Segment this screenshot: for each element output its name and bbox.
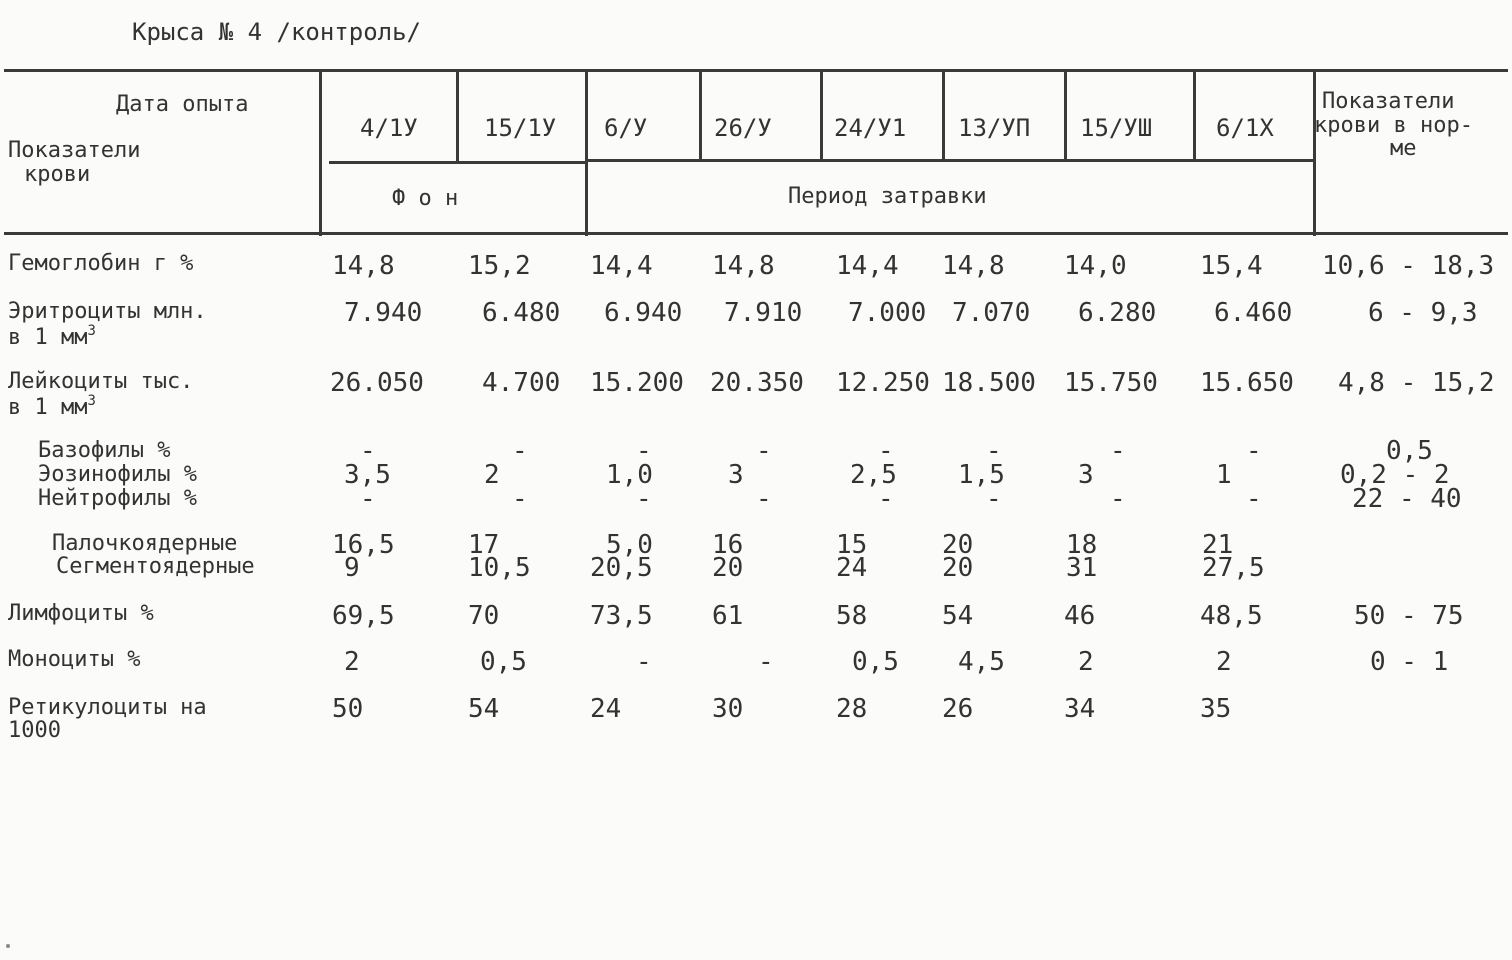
cell-value: 31 [1066,553,1098,583]
cell-value: 15,2 [468,251,531,281]
cell-value: 28 [836,694,868,724]
header-norm-line2: крови в нор- [1314,113,1473,138]
row-label-segmented: Сегментоядерные [56,554,255,579]
header-group-period: Период затравки [788,184,987,209]
row-label-erythrocytes-unit [8,324,96,349]
cell-value: - [1110,484,1126,514]
row-label-lymphocytes: Лимфоциты % [8,601,154,626]
header-group-fon: Ф о н [392,186,459,211]
cell-value: 2 [1216,647,1232,677]
cell-value: 70 [468,601,500,631]
cell-value: - [878,484,894,514]
header-subrule-right [588,159,1313,162]
cell-value: 10,5 [468,553,531,583]
header-norm-line1: Показатели [1322,89,1455,114]
norm-value: 0,5 [1386,436,1433,466]
header-date-6: 13/УП [958,114,1031,142]
cell-value: 12.250 [836,368,930,398]
cell-value: 54 [468,694,500,724]
cell-value: 15.650 [1200,368,1294,398]
header-indicators-label: Показатели [8,138,141,163]
row-label-basophils: Базофилы % [38,438,171,463]
norm-value: 10,6 - 18,3 [1322,251,1495,281]
col-divider-5 [942,70,945,162]
row-label-reticulocytes: Ретикулоциты на [8,695,207,720]
cell-value: - [1246,436,1262,466]
cell-value: 5,0 [606,530,653,560]
cell-value: 69,5 [332,601,395,631]
norm-value: 6 - 9,3 [1368,298,1478,328]
cell-value: 7.940 [344,298,423,328]
cell-value: 2 [484,460,500,490]
unit-exponent: 3 [87,323,96,339]
unit-text: в 1 мм [8,395,88,420]
cell-value: - [636,647,652,677]
cell-value: 6.460 [1214,298,1293,328]
cell-value: 15.200 [590,368,684,398]
cell-value: 4.700 [482,368,561,398]
norm-value: 0,2 - 2 [1340,460,1450,490]
header-bottom-rule [4,232,1508,235]
cell-value: 14,4 [590,251,653,281]
cell-value: 20 [712,553,744,583]
cell-value: 54 [942,601,974,631]
col-divider-4 [820,70,823,162]
scan-speck [6,944,10,948]
row-label-monocytes: Моноциты % [8,647,141,672]
header-date-2: 15/1У [484,114,557,142]
cell-value: 34 [1064,694,1096,724]
norm-value: 4,8 - 15,2 [1338,368,1495,398]
header-blood-label: крови [24,162,91,187]
col-divider-label [319,70,322,236]
cell-value: 0,5 [852,647,899,677]
cell-value: 7.000 [848,298,927,328]
cell-value: - [636,484,652,514]
cell-value: 15.750 [1064,368,1158,398]
cell-value: 0,5 [480,647,527,677]
cell-value: 14,0 [1064,251,1127,281]
cell-value: - [758,647,774,677]
row-label-eosinophils: Эозинофилы % [38,462,197,487]
cell-value: 7.910 [724,298,803,328]
header-date-4: 26/У [714,114,772,142]
row-label-band: Палочкоядерные [52,531,238,556]
header-date-1: 4/1У [360,114,418,142]
cell-value: 14,8 [942,251,1005,281]
header-date-7: 15/УШ [1080,114,1153,142]
norm-value: 0 - 1 [1370,647,1449,677]
cell-value: - [512,484,528,514]
cell-value: - [1110,436,1126,466]
cell-value: 1,5 [958,460,1005,490]
cell-value: 20 [942,553,974,583]
cell-value: 20,5 [590,553,653,583]
header-date-label: Дата опыта [116,92,249,117]
cell-value: 58 [836,601,868,631]
row-label-leukocytes-unit [8,394,96,419]
cell-value: 18.500 [942,368,1036,398]
unit-exponent: 3 [87,393,96,409]
cell-value: 21 [1202,530,1234,560]
cell-value: - [512,436,528,466]
row-label-leukocytes: Лейкоциты тыс. [8,369,194,394]
cell-value: 4,5 [958,647,1005,677]
cell-value: 6.280 [1078,298,1157,328]
cell-value: 14,8 [332,251,395,281]
cell-value: - [756,436,772,466]
cell-value: 46 [1064,601,1096,631]
cell-value: 3,5 [344,460,391,490]
header-date-3: 6/У [604,114,648,142]
cell-value: 14,8 [712,251,775,281]
cell-value: - [1246,484,1262,514]
cell-value: 26 [942,694,974,724]
cell-value: 1 [1216,460,1232,490]
cell-value: 14,4 [836,251,899,281]
row-label-hemoglobin: Гемоглобин г % [8,251,194,276]
cell-value: - [360,436,376,466]
cell-value: 16,5 [332,530,395,560]
norm-value: 22 - 40 [1352,484,1462,514]
cell-value: 35 [1200,694,1232,724]
row-label-neutrophils: Нейтрофилы % [38,486,197,511]
cell-value: - [986,436,1002,466]
cell-value: 18 [1066,530,1098,560]
col-divider-1 [456,70,459,162]
norm-value: 50 - 75 [1354,601,1464,631]
cell-value: - [986,484,1002,514]
cell-value: 48,5 [1200,601,1263,631]
cell-value: 30 [712,694,744,724]
cell-value: 20.350 [710,368,804,398]
cell-value: 27,5 [1202,553,1265,583]
col-divider-3 [699,70,702,162]
cell-value: 15 [836,530,868,560]
col-divider-norm [1313,70,1316,236]
cell-value: 26.050 [330,368,424,398]
col-divider-2 [585,70,588,236]
cell-value: 24 [590,694,622,724]
unit-text: в 1 мм [8,325,88,350]
table-top-rule [4,69,1508,72]
cell-value: 20 [942,530,974,560]
cell-value: 1,0 [606,460,653,490]
col-divider-6 [1064,70,1067,162]
cell-value: 3 [1078,460,1094,490]
cell-value: 17 [468,530,500,560]
cell-value: 9 [344,553,360,583]
cell-value: 24 [836,553,868,583]
cell-value: 2 [344,647,360,677]
cell-value: - [878,436,894,466]
cell-value: 73,5 [590,601,653,631]
row-label-reticulocytes-unit: 1000 [8,718,61,743]
cell-value: - [636,436,652,466]
col-divider-7 [1193,70,1196,162]
cell-value: 61 [712,601,744,631]
cell-value: 50 [332,694,364,724]
page-title: Крыса № 4 /контроль/ [132,18,421,46]
header-date-8: 6/1Х [1216,114,1274,142]
cell-value: - [360,484,376,514]
header-date-5: 24/У1 [834,114,907,142]
cell-value: 2,5 [850,460,897,490]
cell-value: - [756,484,772,514]
cell-value: 6.940 [604,298,683,328]
header-norm-line3: ме [1390,136,1417,161]
cell-value: 15,4 [1200,251,1263,281]
row-label-erythrocytes: Эритроциты млн. [8,299,207,324]
cell-value: 6.480 [482,298,561,328]
cell-value: 2 [1078,647,1094,677]
cell-value: 3 [728,460,744,490]
cell-value: 7.070 [952,298,1031,328]
cell-value: 16 [712,530,744,560]
